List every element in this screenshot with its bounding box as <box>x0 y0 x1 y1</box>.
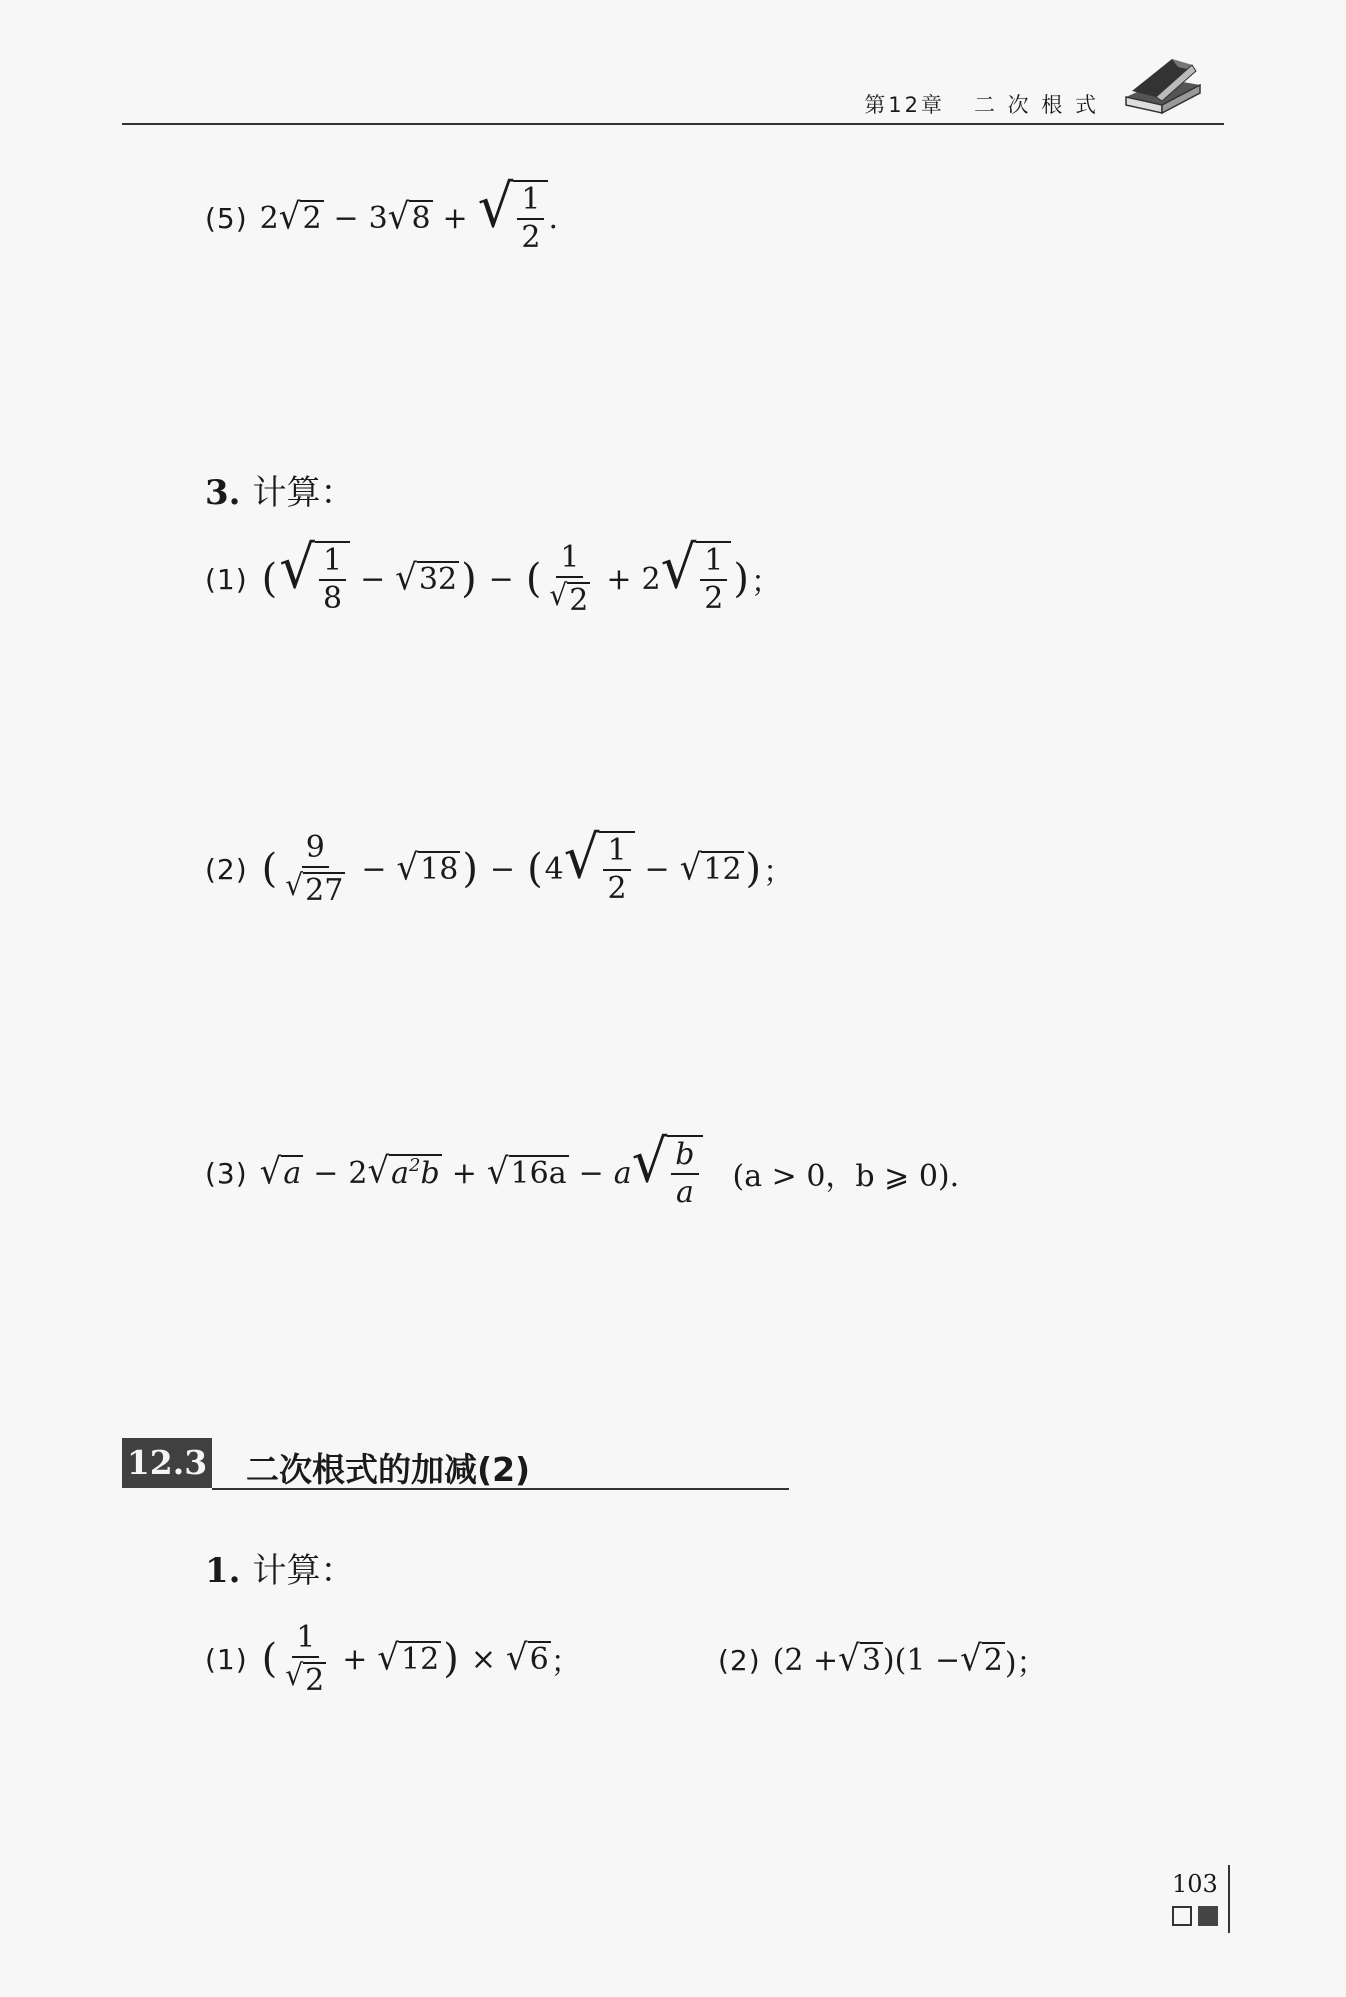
radicand: 8 <box>411 200 431 236</box>
item-tag: (3) <box>205 1156 248 1190</box>
coefficient: 2 <box>641 561 661 597</box>
numerator: 1 <box>700 543 727 581</box>
sqrt: √ $\frac{1}{8}$ <box>279 541 350 617</box>
fraction: 9 √ 27 <box>285 830 344 908</box>
punctuation: ； <box>763 855 794 891</box>
radicand: 16a <box>510 1155 567 1191</box>
footer-box-filled <box>1198 1906 1218 1926</box>
item-tag: (2) <box>718 1643 761 1677</box>
expression-part: )； <box>1004 1646 1047 1681</box>
denominator: 2 <box>521 220 541 255</box>
numerator: 1 <box>517 182 544 220</box>
exercise-instruction: 计算： <box>252 1551 355 1591</box>
section-number: 12.3 <box>122 1438 212 1488</box>
section-header <box>122 1438 789 1490</box>
coefficient: a <box>613 1155 632 1191</box>
sqrt: √ 8 <box>387 195 431 238</box>
exponent: 2 <box>409 1155 421 1177</box>
coefficient: 2 <box>348 1155 368 1191</box>
footer-rule <box>1228 1865 1230 1933</box>
item-tag: (1) <box>205 562 248 596</box>
radicand: 2 <box>983 1642 1003 1678</box>
denominator: a <box>675 1175 694 1210</box>
exercise-3-heading <box>205 465 355 514</box>
chapter-title: 二 次 根 式 <box>973 93 1099 117</box>
exercise-3-item-1: (1) ( √ $\frac{1}{8}$ − √ 32 ) − ( 1 √ 2 + 2 √ $\frac{1}{2}$ ) ； <box>205 534 781 618</box>
punctuation: . <box>548 200 558 236</box>
operator: × <box>470 1641 496 1677</box>
radicand: 2 <box>302 200 322 236</box>
numerator: 1 <box>319 543 346 581</box>
radicand: a <box>283 1155 302 1191</box>
fraction <box>671 1137 698 1211</box>
radicand-base: a <box>391 1156 410 1192</box>
fraction <box>700 543 727 617</box>
header-rule <box>122 123 1224 125</box>
section-exercise-1-item-1: (1) ( 1 √ 2 + √ 12 ) × √ 6 ； <box>205 1620 581 1698</box>
exercise-instruction: 计算： <box>252 473 355 513</box>
punctuation: ； <box>550 1645 581 1681</box>
radicand: 27 <box>305 873 344 908</box>
sqrt: √ $\frac{1}{2}$ <box>478 180 549 256</box>
radicand: 6 <box>529 1642 549 1677</box>
expression-part: )(1 − <box>882 1642 961 1678</box>
numerator: 1 <box>556 540 583 578</box>
sqrt: √ 12 <box>679 846 742 889</box>
denominator: 8 <box>322 581 343 617</box>
sqrt: √ 32 <box>395 556 458 599</box>
radicand: 18 <box>420 852 459 887</box>
exercise-number: 1. <box>205 1551 241 1591</box>
fraction <box>319 543 346 617</box>
exercise-3-item-2: (2) ( 9 √ 27 − √ 18 ) − ( 4 √ $\frac{1}{2}$ − √ 12 ) ； <box>205 824 794 908</box>
sqrt: √ $\frac{b}{a}$ <box>632 1135 703 1211</box>
sqrt: √ 16a <box>486 1150 567 1193</box>
coefficient: 2 <box>259 200 279 236</box>
sqrt: √ 3 <box>838 1637 881 1680</box>
numerator: 1 <box>292 1620 319 1658</box>
expression-part: (2 + <box>772 1642 839 1678</box>
coefficient: 3 <box>368 200 388 236</box>
page-number: 103 <box>1172 1870 1218 1898</box>
section-exercise-1-heading <box>205 1543 355 1592</box>
book-icon <box>1122 55 1204 117</box>
radicand-factor: b <box>420 1156 440 1192</box>
exercise-number: 3. <box>205 473 241 513</box>
coefficient: 4 <box>544 851 564 887</box>
item-tag: (2) <box>205 852 248 886</box>
numerator: 1 <box>603 833 630 871</box>
sqrt: √ 2 <box>960 1637 1003 1680</box>
section-rule <box>212 1488 789 1490</box>
radicand: 12 <box>703 852 742 887</box>
denominator: 2 <box>704 581 724 617</box>
exercise-2-item-5 <box>205 172 558 256</box>
chapter-label: 第12章 <box>864 93 945 117</box>
condition: (a > 0，b ⩾ 0). <box>732 1159 960 1194</box>
sqrt: √ 6 <box>505 1636 549 1679</box>
item-tag: (1) <box>205 1642 248 1676</box>
fraction <box>603 833 630 907</box>
punctuation: ； <box>750 565 781 601</box>
denominator: 2 <box>607 871 627 907</box>
sqrt: √ 18 <box>396 846 459 889</box>
fraction: 1 √ 2 <box>549 540 589 618</box>
numerator: b <box>671 1137 698 1175</box>
operator: + <box>442 200 468 236</box>
sqrt: √ $a^2b$ <box>367 1150 440 1193</box>
radicand: 12 <box>401 1642 440 1677</box>
section-exercise-1-item-2 <box>718 1638 1047 1682</box>
sqrt: √ 12 <box>377 1636 440 1679</box>
sqrt: √ $\frac{1}{2}$ <box>564 831 635 907</box>
sqrt: √ 2 <box>278 195 322 238</box>
sqrt: √ a <box>259 1150 302 1193</box>
radicand: 2 <box>305 1663 325 1698</box>
exercise-3-item-3: (3) √ a − 2 √ $a^2b$ + √ 16a − a √ $\frac{b}{a}$ (a > 0，b ⩾ 0). <box>205 1127 960 1210</box>
radicand: 2 <box>569 583 589 618</box>
section-title: 二次根式的加减(2) <box>246 1450 531 1489</box>
fraction: 1 √ 2 <box>285 1620 325 1698</box>
operator: − <box>333 200 359 236</box>
item-tag: (5) <box>205 201 248 235</box>
running-header <box>122 55 1224 125</box>
fraction <box>517 182 544 256</box>
radicand: 32 <box>418 562 458 597</box>
sqrt: √ $\frac{1}{2}$ <box>661 541 732 617</box>
radicand: 3 <box>861 1642 881 1678</box>
footer-box-outline <box>1172 1906 1192 1926</box>
chapter-heading <box>864 89 1099 119</box>
numerator: 9 <box>302 830 329 868</box>
